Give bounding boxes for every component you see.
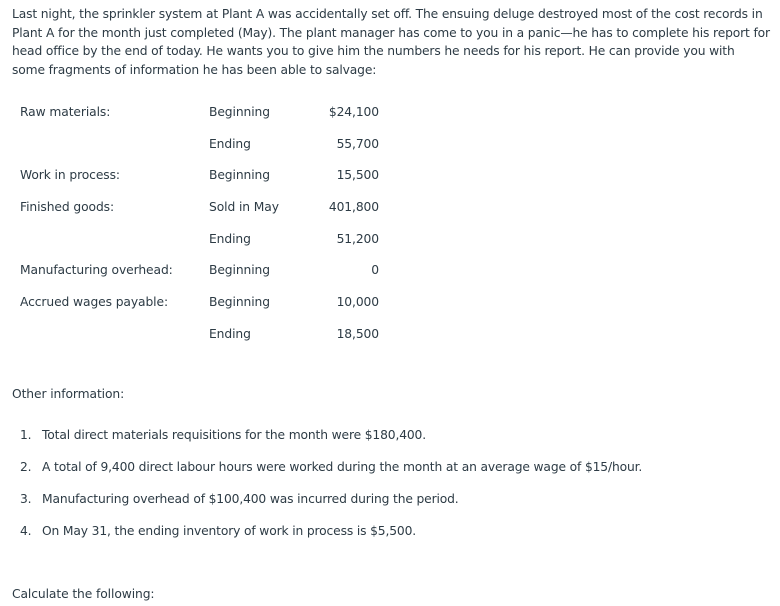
row-value: 55,700 [336,136,379,151]
table-row [12,223,379,255]
calculate-heading: Calculate the following: [12,587,155,601]
salvaged-data-table [12,96,379,350]
row-value: $24,100 [328,104,379,119]
row-value: 18,500 [336,326,379,341]
list-item-text: Manufacturing overhead of $100,400 was incurred during the period. [42,492,459,506]
row-value: 15,500 [336,168,379,183]
problem-intro: Last night, the sprinkler system at Plant A was accidentally set off. The ensuing deluge destroyed most of the cost records in Plant A for the month just completed (May). The plant manager has come to you in a panic—he has to complete his report for head office by the end of today. He wants you to give him the numbers he needs for his report. He can provide you with some fragments of information he has been able to salvage: [12,7,770,77]
list-item-text: A total of 9,400 direct labour hours were worked during the month at an average wage of $15/hour. [42,460,643,474]
table-row [12,96,379,128]
list-item-text: On May 31, the ending inventory of work in process is $5,500. [42,524,417,538]
table-row [12,191,379,223]
row-value: 401,800 [328,199,379,214]
table-row [12,159,379,191]
row-label: Beginning [209,263,270,278]
row-label: Beginning [209,104,270,119]
row-label: Ending [209,231,251,246]
table-row [12,318,379,350]
list-item [20,524,642,556]
row-label: Beginning [209,294,270,309]
row-label: Ending [209,326,251,341]
other-information-list [20,428,642,556]
row-category [12,223,202,255]
table-row [12,254,379,286]
list-item-number: 4. [20,524,32,538]
row-category [12,128,202,160]
row-value: 0 [371,263,379,278]
table-row [12,286,379,318]
row-category: Accrued wages payable: [20,294,169,309]
list-item-number: 1. [20,428,32,442]
list-item [20,492,642,524]
row-label: Sold in May [209,199,279,214]
list-item-text: Total direct materials requisitions for the month were $180,400. [42,428,426,442]
table-row [12,128,379,160]
row-category [12,318,202,350]
row-value: 51,200 [336,231,379,246]
other-information-heading: Other information: [12,387,125,401]
row-category: Work in process: [20,168,120,183]
list-item-number: 3. [20,492,32,506]
row-value: 10,000 [336,294,379,309]
row-category: Manufacturing overhead: [20,263,173,278]
list-item [20,460,642,492]
row-category: Raw materials: [20,104,111,119]
row-category: Finished goods: [20,199,114,214]
row-label: Ending [209,136,251,151]
list-item-number: 2. [20,460,32,474]
row-label: Beginning [209,168,270,183]
list-item [20,428,642,460]
